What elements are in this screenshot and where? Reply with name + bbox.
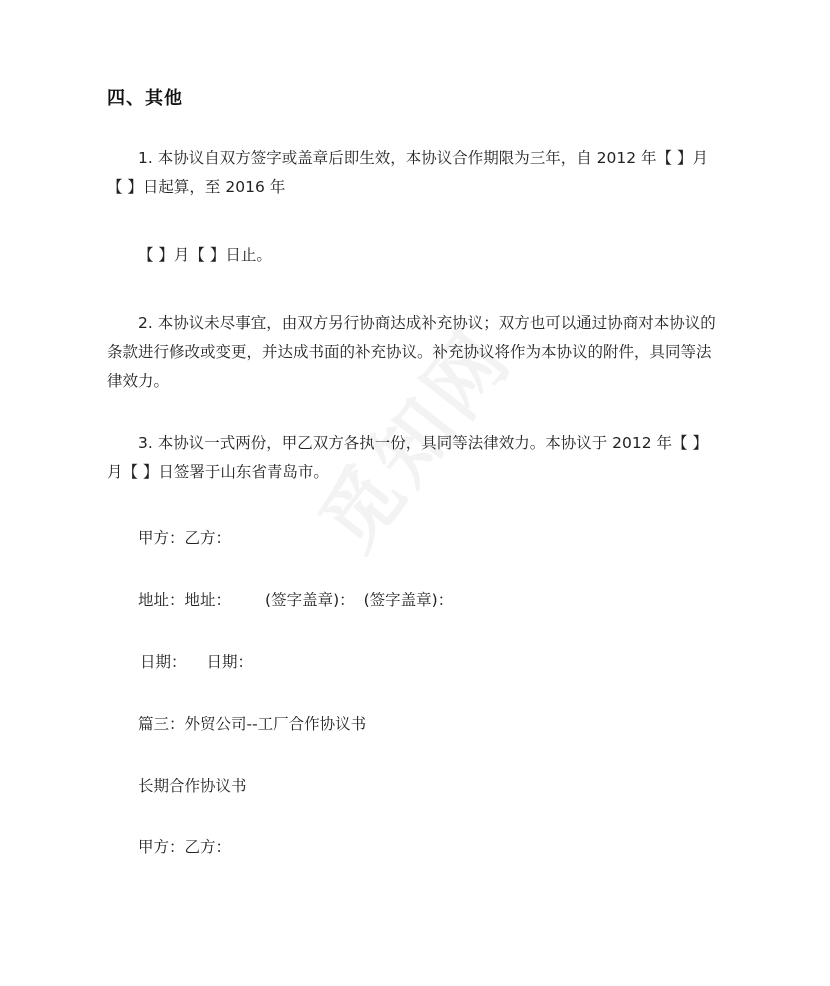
clause-3-line-1: 3. 本协议一式两份，甲乙双方各执一份，具同等法律效力。本协议于 2012 年【 】 xyxy=(138,434,708,452)
clause-1 xyxy=(107,144,727,202)
clause-2-line-3: 律效力。 xyxy=(107,372,170,390)
signature-seal-a: (签字盖章)： xyxy=(265,591,355,609)
parties-line-2: 甲方：乙方： xyxy=(138,838,232,856)
section-3-title: 篇三：外贸公司--工厂合作协议书 xyxy=(138,715,367,733)
signature-seal-b: (签字盖章)： xyxy=(363,591,454,609)
signature-date-row xyxy=(140,651,253,673)
section-heading: 四、其他 xyxy=(107,88,183,109)
clause-3 xyxy=(107,429,727,487)
signature-address: 地址：地址： xyxy=(138,591,232,609)
clause-2-line-2: 条款进行修改或变更，并达成书面的补充协议。补充协议将作为本协议的附件，具同等法 xyxy=(107,343,712,361)
clause-3-line-2: 月【 】日签署于山东省青岛市。 xyxy=(107,463,329,481)
signature-address-row xyxy=(138,589,453,611)
clause-1-line-3: 【 】月【 】日止。 xyxy=(138,246,272,264)
clause-1-line-2: 【 】日起算，至 2016 年 xyxy=(107,178,286,196)
clause-2-line-1: 2. 本协议未尽事宜，由双方另行协商达成补充协议；双方也可以通过协商对本协议的 xyxy=(138,314,716,332)
signature-date-a: 日期： xyxy=(140,653,187,671)
signature-date-b: 日期： xyxy=(206,653,254,671)
clause-1-line-1: 1. 本协议自双方签字或盖章后即生效，本协议合作期限为三年，自 2012 年【 】月 xyxy=(138,149,708,167)
contract-title: 长期合作协议书 xyxy=(138,777,247,795)
clause-2 xyxy=(107,309,727,396)
signature-parties: 甲方：乙方： xyxy=(138,529,232,547)
